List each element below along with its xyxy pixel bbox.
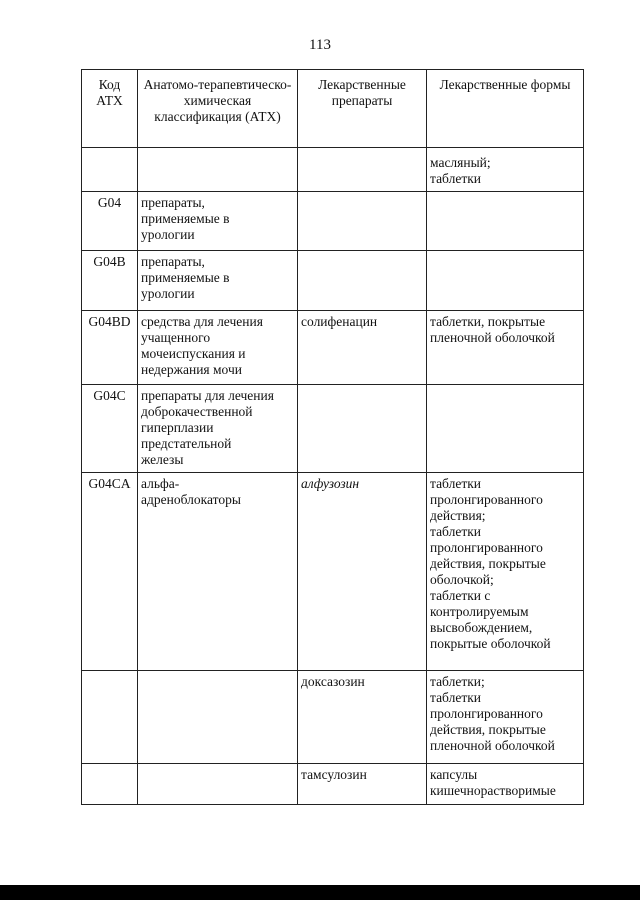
dosage-form-line: масляный; <box>430 155 491 170</box>
classification-line: альфа- <box>141 476 180 491</box>
classification-line: гиперплазии <box>141 420 214 435</box>
table-row <box>82 473 584 671</box>
table-row <box>82 311 584 385</box>
dosage-form-line: таблетки с <box>430 588 491 603</box>
classification-line: адреноблокаторы <box>141 492 241 507</box>
cell-dosage-forms <box>427 473 584 671</box>
bottom-scan-bar <box>0 885 640 900</box>
dosage-form-line: покрытые оболочкой <box>430 636 551 651</box>
dosage-form-line: пленочной оболочкой <box>430 330 555 345</box>
classification-line: применяемые в <box>141 211 230 226</box>
cell-atx-code <box>82 148 138 192</box>
dosage-form-line: действия; <box>430 508 486 523</box>
classification-line: урологии <box>141 227 195 242</box>
header-atx-classification: Анатомо-терапевтическо-химическая классификация (АТХ) <box>138 70 298 148</box>
cell-atx-classification <box>138 671 298 764</box>
cell-atx-code: G04BD <box>82 311 138 385</box>
cell-drug <box>298 385 427 473</box>
cell-atx-code: G04CA <box>82 473 138 671</box>
cell-atx-classification <box>138 148 298 192</box>
table-body <box>82 148 584 805</box>
cell-drug: доксазозин <box>298 671 427 764</box>
cell-atx-classification <box>138 473 298 671</box>
cell-atx-code: G04C <box>82 385 138 473</box>
table-header-row <box>82 70 584 148</box>
dosage-form-line: таблетки, покрытые <box>430 314 546 329</box>
dosage-form-line: таблетки <box>430 524 482 539</box>
dosage-form-line: высвобождением, <box>430 620 533 635</box>
classification-line: железы <box>141 452 184 467</box>
classification-line: применяемые в <box>141 270 230 285</box>
header-atx-code: Код АТХ <box>82 70 138 148</box>
header-drugs: Лекарственные препараты <box>298 70 427 148</box>
dosage-form-line: действия, покрытые <box>430 556 546 571</box>
dosage-form-line: капсулы <box>430 767 478 782</box>
dosage-form-line: таблетки <box>430 171 482 186</box>
cell-drug <box>298 251 427 311</box>
table-row <box>82 764 584 805</box>
cell-dosage-forms <box>427 251 584 311</box>
cell-atx-code: G04B <box>82 251 138 311</box>
cell-atx-classification <box>138 764 298 805</box>
cell-dosage-forms <box>427 192 584 251</box>
classification-line: учащенного <box>141 330 211 345</box>
dosage-form-line: действия, покрытые <box>430 722 546 737</box>
cell-dosage-forms <box>427 311 584 385</box>
table-row <box>82 148 584 192</box>
cell-atx-code <box>82 671 138 764</box>
dosage-form-line: пролонгированного <box>430 540 543 555</box>
cell-atx-classification <box>138 251 298 311</box>
classification-line: предстательной <box>141 436 232 451</box>
dosage-form-line: кишечнорастворимые <box>430 783 556 798</box>
table-row <box>82 671 584 764</box>
classification-line: средства для лечения <box>141 314 263 329</box>
dosage-form-line: оболочкой; <box>430 572 494 587</box>
cell-drug: алфузозин <box>298 473 427 671</box>
cell-drug: солифенацин <box>298 311 427 385</box>
classification-line: препараты, <box>141 195 205 210</box>
header-dosage-forms: Лекарственные формы <box>427 70 584 148</box>
cell-drug <box>298 192 427 251</box>
page-number: 113 <box>309 37 331 53</box>
dosage-form-line: пролонгированного <box>430 492 543 507</box>
cell-atx-code: G04 <box>82 192 138 251</box>
cell-dosage-forms <box>427 671 584 764</box>
classification-line: недержания мочи <box>141 362 242 377</box>
classification-line: урологии <box>141 286 195 301</box>
dosage-form-line: таблетки <box>430 476 482 491</box>
cell-atx-classification <box>138 192 298 251</box>
dosage-form-line: контролируемым <box>430 604 529 619</box>
classification-line: препараты, <box>141 254 205 269</box>
classification-line: мочеиспускания и <box>141 346 246 361</box>
dosage-form-line: пленочной оболочкой <box>430 738 555 753</box>
table-row <box>82 192 584 251</box>
classification-line: препараты для лечения <box>141 388 274 403</box>
cell-drug <box>298 148 427 192</box>
dosage-form-line: таблетки <box>430 690 482 705</box>
cell-dosage-forms <box>427 148 584 192</box>
cell-dosage-forms <box>427 764 584 805</box>
atx-table <box>81 69 584 805</box>
cell-atx-classification <box>138 311 298 385</box>
table-row <box>82 251 584 311</box>
dosage-form-line: пролонгированного <box>430 706 543 721</box>
classification-line: доброкачественной <box>141 404 253 419</box>
cell-atx-code <box>82 764 138 805</box>
dosage-form-line: таблетки; <box>430 674 485 689</box>
cell-drug: тамсулозин <box>298 764 427 805</box>
cell-dosage-forms <box>427 385 584 473</box>
table-row <box>82 385 584 473</box>
cell-atx-classification <box>138 385 298 473</box>
